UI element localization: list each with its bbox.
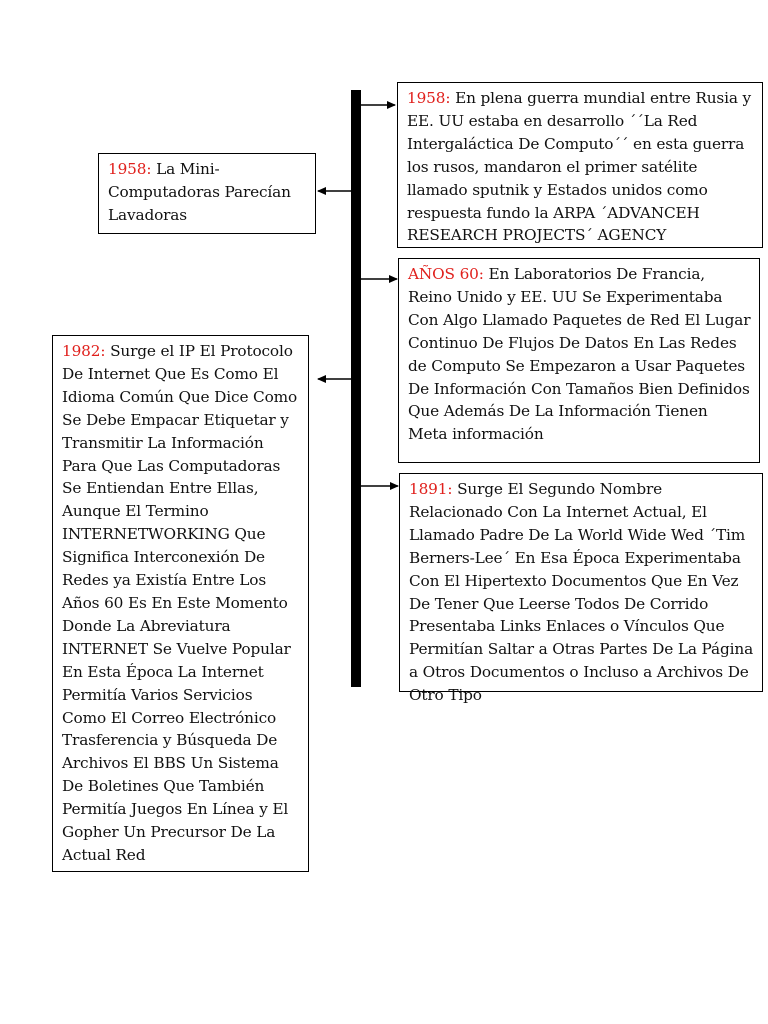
event-text: En Laboratorios De Francia, Reino Unido y EE. UU Se Experimentaba Con Algo Llamado Paquetes de Red El Lugar Continuo De Flujos De Datos En Las Redes de Computo Se Empezaron a Usar Paquetes De Información Con Tamaños Bien Definidos Que Además De La Información Tienen Meta información xyxy=(408,265,751,444)
event-1958-left xyxy=(98,153,316,234)
event-year: 1982: xyxy=(62,342,106,360)
event-text: Surge el IP El Protocolo De Internet Que Es Como El Idioma Común Que Dice Como Se Debe Empacar Etiquetar y Transmitir La Información Para Que Las Computadoras Se Entiendan Entre Ellas, Aunque El Termino INTERNETWORKING Que Significa Interconexión De Redes ya Existía Entre Los Años 60 Es En Este Momento Donde La Abreviatura INTERNET Se Vuelve Popular En Esta Época La Internet Permitía Varios Servicios Como El Correo Electrónico Trasferencia y Búsqueda De Archivos El BBS Un Sistema De Boletines Que También Permitía Juegos En Línea y El Gopher Un Precursor De La Actual Red xyxy=(62,342,298,864)
event-year: 1958: xyxy=(407,89,451,107)
event-1958-right xyxy=(397,82,763,248)
event-year: 1958: xyxy=(108,160,152,178)
event-1982 xyxy=(52,335,309,872)
event-year: AÑOS 60: xyxy=(408,265,484,283)
event-text: En plena guerra mundial entre Rusia y EE. UU estaba en desarrollo ´´La Red Intergaláctica De Computo´´ en esta guerra los rusos, mandaron el primer satélite llamado sputnik y Estados unidos como respuesta fundo la ARPA ´ADVANCEH RESEARCH PROJECTS´ AGENCY xyxy=(407,89,752,245)
event-60s xyxy=(398,258,760,463)
event-text: La Mini-Computadoras Parecían Lavadoras xyxy=(108,160,291,224)
event-year: 1891: xyxy=(409,480,453,498)
event-text: Surge El Segundo Nombre Relacionado Con La Internet Actual, El Llamado Padre De La World Wide Wed ´Tim Berners-Lee´ En Esa Época Experimentaba Con El Hipertexto Documentos Que En Vez De Tener Que Leerse Todos De Corrido Presentaba Links Enlaces o Vínculos Que Permitían Saltar a Otras Partes De La Página a Otros Documentos o Incluso a Archivos De Otro Tipo xyxy=(409,480,754,705)
event-1891 xyxy=(399,473,763,705)
